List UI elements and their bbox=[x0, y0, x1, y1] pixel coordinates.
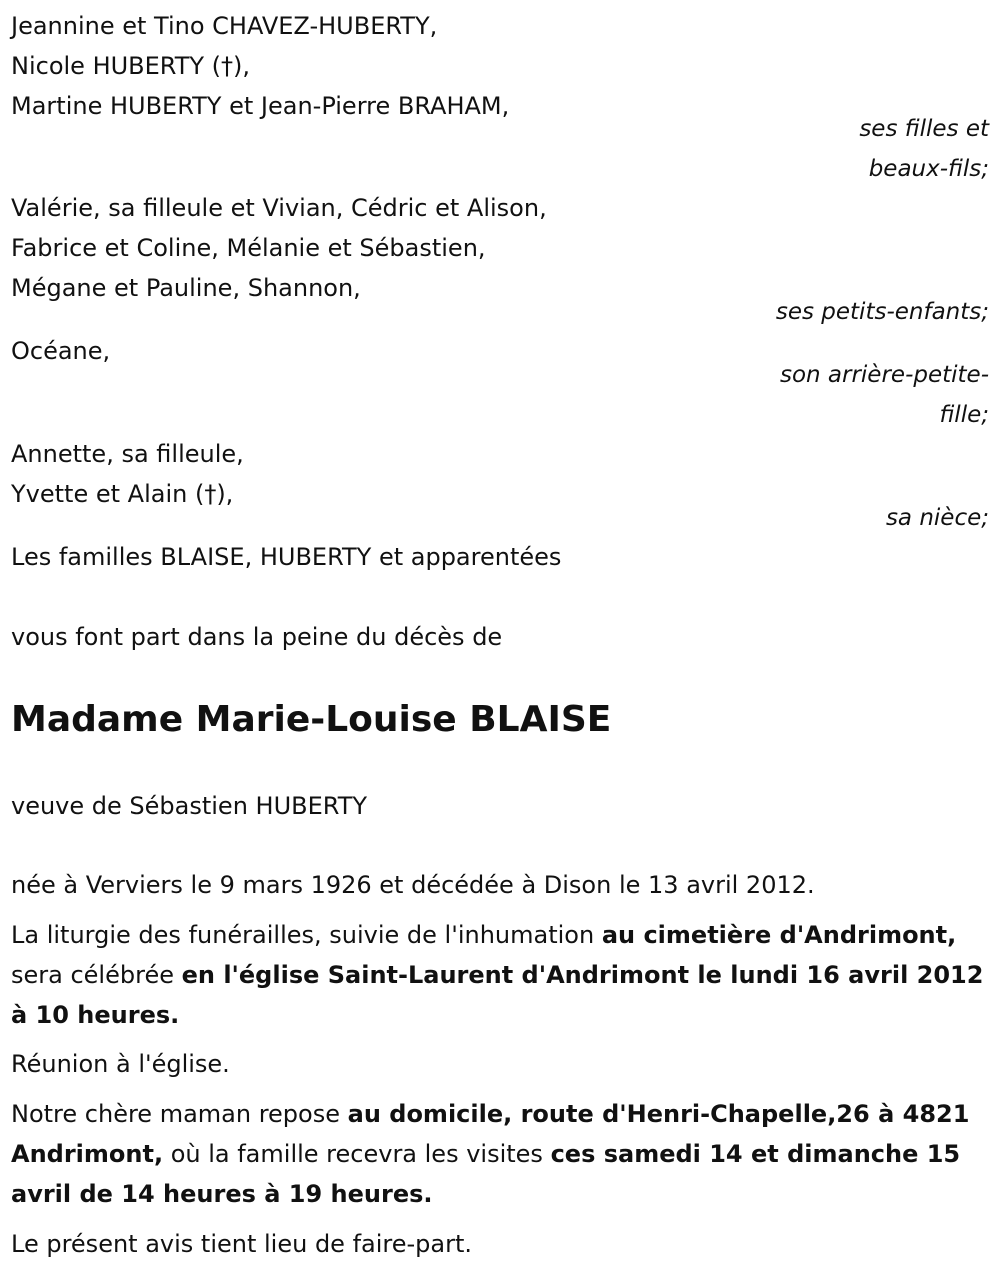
announcement: vous font part dans la peine du décès de bbox=[11, 623, 503, 651]
notice: Le présent avis tient lieu de faire-part. bbox=[11, 1230, 473, 1258]
niece-relation: sa nièce; bbox=[885, 505, 989, 531]
visits-text-1: Notre chère maman repose bbox=[11, 1100, 348, 1128]
great-grandchild-relation-line-1: son arrière-petite- bbox=[779, 362, 989, 388]
grandchildren-line-2: Fabrice et Coline, Mélanie et Sébastien, bbox=[11, 234, 486, 262]
grandchildren-relation: ses petits-enfants; bbox=[775, 299, 989, 325]
funeral-text-1: La liturgie des funérailles, suivie de l'inhumation bbox=[11, 921, 602, 949]
great-grandchild-line: Océane, bbox=[11, 337, 111, 365]
visits-paragraph bbox=[11, 1094, 986, 1214]
birth-death: née à Verviers le 9 mars 1926 et décédée à Dison le 13 avril 2012. bbox=[11, 871, 815, 899]
daughters-relation-line-2: beaux-fils; bbox=[868, 156, 989, 182]
daughters-relation-line-1: ses filles et bbox=[859, 116, 989, 142]
deceased-name: Madame Marie-Louise BLAISE bbox=[11, 699, 612, 740]
daughter-line-1: Jeannine et Tino CHAVEZ-HUBERTY, bbox=[11, 12, 438, 40]
visits-text-2: où la famille recevra les visites bbox=[163, 1140, 551, 1168]
great-grandchild-relation-line-2: fille; bbox=[939, 402, 989, 428]
reunion: Réunion à l'église. bbox=[11, 1050, 230, 1078]
niece-line-1: Annette, sa filleule, bbox=[11, 440, 244, 468]
funeral-church-date: en l'église Saint-Laurent d'Andrimont le lundi 16 avril 2012 à 10 heures. bbox=[11, 961, 984, 1029]
daughter-line-2: Nicole HUBERTY (†), bbox=[11, 52, 251, 80]
funeral-text-2: sera célébrée bbox=[11, 961, 182, 989]
funeral-paragraph bbox=[11, 915, 986, 1035]
funeral-cemetery: au cimetière d'Andrimont, bbox=[601, 921, 957, 949]
visits-address: au domicile, route d'Henri-Chapelle,26 à 4821 Andrimont, bbox=[11, 1100, 970, 1168]
grandchildren-line-3: Mégane et Pauline, Shannon, bbox=[11, 274, 361, 302]
grandchildren-line-1: Valérie, sa filleule et Vivian, Cédric et Alison, bbox=[11, 194, 547, 222]
families-line: Les familles BLAISE, HUBERTY et apparentées bbox=[11, 543, 562, 571]
daughter-line-3: Martine HUBERTY et Jean-Pierre BRAHAM, bbox=[11, 92, 510, 120]
visits-times: ces samedi 14 et dimanche 15 avril de 14 heures à 19 heures. bbox=[11, 1140, 961, 1208]
niece-line-2: Yvette et Alain (†), bbox=[11, 480, 234, 508]
widow-of: veuve de Sébastien HUBERTY bbox=[11, 792, 368, 820]
